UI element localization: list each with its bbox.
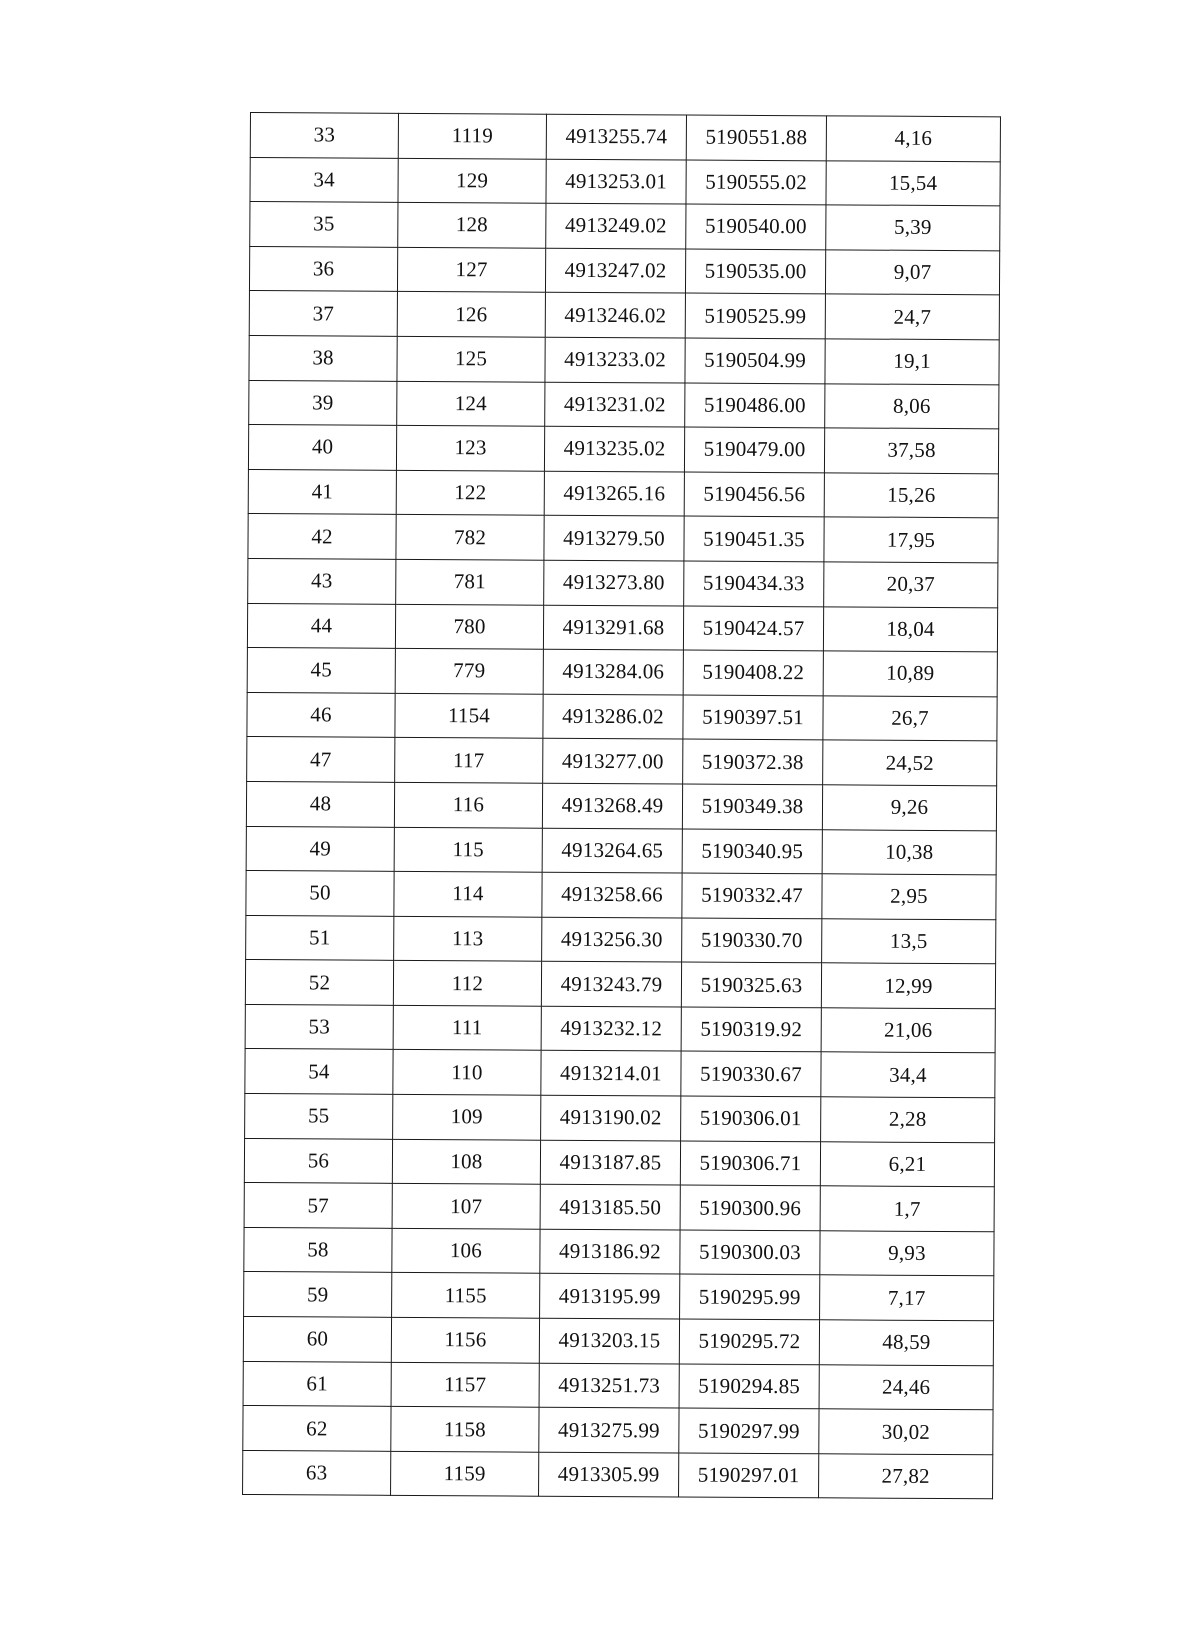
y-coordinate-cell: 5190555.02 xyxy=(686,160,826,205)
distance-cell: 9,93 xyxy=(820,1231,994,1277)
station-id-cell: 1155 xyxy=(392,1273,540,1318)
table-row xyxy=(249,380,999,429)
table-row xyxy=(249,291,999,340)
y-coordinate-cell: 5190295.99 xyxy=(680,1274,820,1319)
station-id-cell: 1154 xyxy=(395,693,543,738)
y-coordinate-cell: 5190306.01 xyxy=(681,1096,821,1141)
station-id-cell: 125 xyxy=(397,336,545,381)
station-id-cell: 1157 xyxy=(391,1362,539,1407)
station-id-cell: 108 xyxy=(392,1139,540,1184)
distance-cell: 24,52 xyxy=(823,740,997,786)
y-coordinate-cell: 5190295.72 xyxy=(679,1319,819,1364)
station-id-cell: 124 xyxy=(397,381,545,426)
y-coordinate-cell: 5190319.92 xyxy=(681,1007,821,1052)
x-coordinate-cell: 4913275.99 xyxy=(539,1407,679,1452)
y-coordinate-cell: 5190330.70 xyxy=(682,918,822,963)
point-number-cell: 58 xyxy=(244,1227,392,1272)
table-row xyxy=(244,1183,994,1232)
x-coordinate-cell: 4913265.16 xyxy=(544,471,684,516)
table-row xyxy=(246,826,996,875)
table-row xyxy=(250,202,1000,251)
y-coordinate-cell: 5190297.01 xyxy=(679,1453,819,1498)
point-number-cell: 36 xyxy=(249,246,397,291)
table-row xyxy=(246,915,996,964)
table-row xyxy=(247,603,997,652)
table-row xyxy=(247,648,997,697)
y-coordinate-cell: 5190306.71 xyxy=(680,1141,820,1186)
distance-cell: 1,7 xyxy=(820,1186,994,1232)
x-coordinate-cell: 4913235.02 xyxy=(544,426,684,471)
x-coordinate-cell: 4913233.02 xyxy=(545,337,685,382)
distance-cell: 13,5 xyxy=(822,918,996,964)
distance-cell: 9,07 xyxy=(825,250,999,296)
y-coordinate-cell: 5190504.99 xyxy=(685,338,825,383)
y-coordinate-cell: 5190340.95 xyxy=(682,829,822,874)
station-id-cell: 126 xyxy=(397,292,545,337)
station-id-cell: 1156 xyxy=(391,1317,539,1362)
table-row xyxy=(246,781,996,830)
station-id-cell: 782 xyxy=(396,515,544,560)
table-row xyxy=(243,1361,993,1410)
distance-cell: 30,02 xyxy=(819,1409,993,1455)
station-id-cell: 128 xyxy=(398,203,546,248)
table-row xyxy=(246,871,996,920)
distance-cell: 21,06 xyxy=(821,1008,995,1054)
distance-cell: 26,7 xyxy=(823,696,997,742)
station-id-cell: 122 xyxy=(396,470,544,515)
station-id-cell: 112 xyxy=(393,961,541,1006)
point-number-cell: 38 xyxy=(249,335,397,380)
distance-cell: 20,37 xyxy=(824,562,998,608)
x-coordinate-cell: 4913187.85 xyxy=(540,1140,680,1185)
distance-cell: 7,17 xyxy=(820,1275,994,1321)
y-coordinate-cell: 5190540.00 xyxy=(686,204,826,249)
x-coordinate-cell: 4913190.02 xyxy=(541,1095,681,1140)
point-number-cell: 34 xyxy=(250,157,398,202)
x-coordinate-cell: 4913185.50 xyxy=(540,1184,680,1229)
y-coordinate-cell: 5190525.99 xyxy=(685,293,825,338)
distance-cell: 5,39 xyxy=(826,205,1000,251)
y-coordinate-cell: 5190408.22 xyxy=(683,650,823,695)
table-row xyxy=(250,113,1000,162)
x-coordinate-cell: 4913253.01 xyxy=(546,159,686,204)
point-number-cell: 50 xyxy=(246,871,394,916)
y-coordinate-cell: 5190451.35 xyxy=(684,516,824,561)
x-coordinate-cell: 4913284.06 xyxy=(543,649,683,694)
table-row xyxy=(245,1004,995,1053)
x-coordinate-cell: 4913243.79 xyxy=(541,961,681,1006)
table-row xyxy=(248,425,998,474)
y-coordinate-cell: 5190349.38 xyxy=(682,784,822,829)
station-id-cell: 111 xyxy=(393,1005,541,1050)
x-coordinate-cell: 4913305.99 xyxy=(539,1452,679,1497)
station-id-cell: 127 xyxy=(397,247,545,292)
station-id-cell: 123 xyxy=(396,426,544,471)
distance-cell: 34,4 xyxy=(821,1052,995,1098)
table-row xyxy=(247,737,997,786)
table-row xyxy=(243,1450,993,1499)
x-coordinate-cell: 4913195.99 xyxy=(540,1274,680,1319)
point-number-cell: 52 xyxy=(245,960,393,1005)
distance-cell: 9,26 xyxy=(822,785,996,831)
y-coordinate-cell: 5190332.47 xyxy=(682,873,822,918)
table-row xyxy=(245,1094,995,1143)
distance-cell: 18,04 xyxy=(823,606,997,652)
y-coordinate-cell: 5190486.00 xyxy=(685,383,825,428)
point-number-cell: 59 xyxy=(244,1272,392,1317)
point-number-cell: 47 xyxy=(247,737,395,782)
station-id-cell: 107 xyxy=(392,1184,540,1229)
y-coordinate-cell: 5190397.51 xyxy=(683,695,823,740)
distance-cell: 10,89 xyxy=(823,651,997,697)
distance-cell: 8,06 xyxy=(825,383,999,429)
table-row xyxy=(244,1272,994,1321)
y-coordinate-cell: 5190535.00 xyxy=(685,249,825,294)
x-coordinate-cell: 4913264.65 xyxy=(542,828,682,873)
x-coordinate-cell: 4913251.73 xyxy=(539,1363,679,1408)
point-number-cell: 54 xyxy=(245,1049,393,1094)
distance-cell: 10,38 xyxy=(822,829,996,875)
x-coordinate-cell: 4913286.02 xyxy=(543,694,683,739)
point-number-cell: 33 xyxy=(250,113,398,158)
y-coordinate-cell: 5190424.57 xyxy=(683,606,823,651)
table-row xyxy=(248,514,998,563)
point-number-cell: 61 xyxy=(243,1361,391,1406)
station-id-cell: 115 xyxy=(394,827,542,872)
table-row xyxy=(248,558,998,607)
point-number-cell: 63 xyxy=(243,1450,391,1495)
point-number-cell: 49 xyxy=(246,826,394,871)
station-id-cell: 1159 xyxy=(391,1451,539,1496)
x-coordinate-cell: 4913203.15 xyxy=(539,1318,679,1363)
x-coordinate-cell: 4913249.02 xyxy=(546,203,686,248)
y-coordinate-cell: 5190551.88 xyxy=(686,115,826,160)
point-number-cell: 56 xyxy=(244,1138,392,1183)
station-id-cell: 114 xyxy=(394,871,542,916)
point-number-cell: 60 xyxy=(243,1317,391,1362)
point-number-cell: 53 xyxy=(245,1004,393,1049)
table-row xyxy=(243,1317,993,1366)
x-coordinate-cell: 4913214.01 xyxy=(541,1051,681,1096)
distance-cell: 15,26 xyxy=(824,473,998,519)
coordinates-table-body xyxy=(243,113,1001,1500)
y-coordinate-cell: 5190300.96 xyxy=(680,1185,820,1230)
station-id-cell: 113 xyxy=(394,916,542,961)
distance-cell: 2,28 xyxy=(821,1097,995,1143)
table-row xyxy=(249,335,999,384)
x-coordinate-cell: 4913256.30 xyxy=(542,917,682,962)
y-coordinate-cell: 5190297.99 xyxy=(679,1408,819,1453)
y-coordinate-cell: 5190456.56 xyxy=(684,472,824,517)
station-id-cell: 110 xyxy=(393,1050,541,1095)
x-coordinate-cell: 4913279.50 xyxy=(544,516,684,561)
x-coordinate-cell: 4913258.66 xyxy=(542,872,682,917)
station-id-cell: 117 xyxy=(395,738,543,783)
x-coordinate-cell: 4913277.00 xyxy=(543,739,683,784)
table-row xyxy=(249,246,999,295)
y-coordinate-cell: 5190294.85 xyxy=(679,1364,819,1409)
point-number-cell: 37 xyxy=(249,291,397,336)
station-id-cell: 106 xyxy=(392,1228,540,1273)
x-coordinate-cell: 4913273.80 xyxy=(544,560,684,605)
point-number-cell: 41 xyxy=(248,469,396,514)
point-number-cell: 45 xyxy=(247,648,395,693)
x-coordinate-cell: 4913268.49 xyxy=(542,783,682,828)
point-number-cell: 46 xyxy=(247,692,395,737)
station-id-cell: 781 xyxy=(396,559,544,604)
y-coordinate-cell: 5190300.03 xyxy=(680,1230,820,1275)
y-coordinate-cell: 5190372.38 xyxy=(683,739,823,784)
distance-cell: 4,16 xyxy=(826,116,1000,162)
station-id-cell: 1119 xyxy=(398,113,546,158)
station-id-cell: 1158 xyxy=(391,1407,539,1452)
x-coordinate-cell: 4913246.02 xyxy=(545,293,685,338)
distance-cell: 17,95 xyxy=(824,517,998,563)
distance-cell: 24,7 xyxy=(825,294,999,340)
y-coordinate-cell: 5190325.63 xyxy=(681,962,821,1007)
table-row xyxy=(250,157,1000,206)
point-number-cell: 40 xyxy=(248,425,396,470)
distance-cell: 27,82 xyxy=(819,1454,993,1500)
point-number-cell: 57 xyxy=(244,1183,392,1228)
station-id-cell: 109 xyxy=(393,1094,541,1139)
point-number-cell: 35 xyxy=(250,202,398,247)
distance-cell: 19,1 xyxy=(825,339,999,385)
station-id-cell: 779 xyxy=(395,648,543,693)
table-row xyxy=(243,1406,993,1455)
point-number-cell: 39 xyxy=(249,380,397,425)
distance-cell: 2,95 xyxy=(822,874,996,920)
distance-cell: 24,46 xyxy=(819,1364,993,1410)
x-coordinate-cell: 4913186.92 xyxy=(540,1229,680,1274)
point-number-cell: 55 xyxy=(245,1094,393,1139)
point-number-cell: 62 xyxy=(243,1406,391,1451)
station-id-cell: 116 xyxy=(394,782,542,827)
point-number-cell: 44 xyxy=(247,603,395,648)
point-number-cell: 48 xyxy=(246,781,394,826)
table-row xyxy=(244,1138,994,1187)
point-number-cell: 43 xyxy=(248,558,396,603)
distance-cell: 12,99 xyxy=(821,963,995,1009)
x-coordinate-cell: 4913232.12 xyxy=(541,1006,681,1051)
station-id-cell: 129 xyxy=(398,158,546,203)
x-coordinate-cell: 4913231.02 xyxy=(545,382,685,427)
y-coordinate-cell: 5190479.00 xyxy=(684,427,824,472)
table-row xyxy=(248,469,998,518)
y-coordinate-cell: 5190434.33 xyxy=(684,561,824,606)
distance-cell: 48,59 xyxy=(819,1320,993,1366)
table-row xyxy=(245,1049,995,1098)
point-number-cell: 51 xyxy=(246,915,394,960)
x-coordinate-cell: 4913247.02 xyxy=(545,248,685,293)
x-coordinate-cell: 4913291.68 xyxy=(543,605,683,650)
point-number-cell: 42 xyxy=(248,514,396,559)
coordinates-table xyxy=(242,112,1001,1500)
table-row xyxy=(245,960,995,1009)
table-row xyxy=(247,692,997,741)
distance-cell: 37,58 xyxy=(824,428,998,474)
y-coordinate-cell: 5190330.67 xyxy=(681,1051,821,1096)
distance-cell: 6,21 xyxy=(820,1141,994,1187)
x-coordinate-cell: 4913255.74 xyxy=(546,114,686,159)
distance-cell: 15,54 xyxy=(826,160,1000,206)
station-id-cell: 780 xyxy=(395,604,543,649)
table-row xyxy=(244,1227,994,1276)
